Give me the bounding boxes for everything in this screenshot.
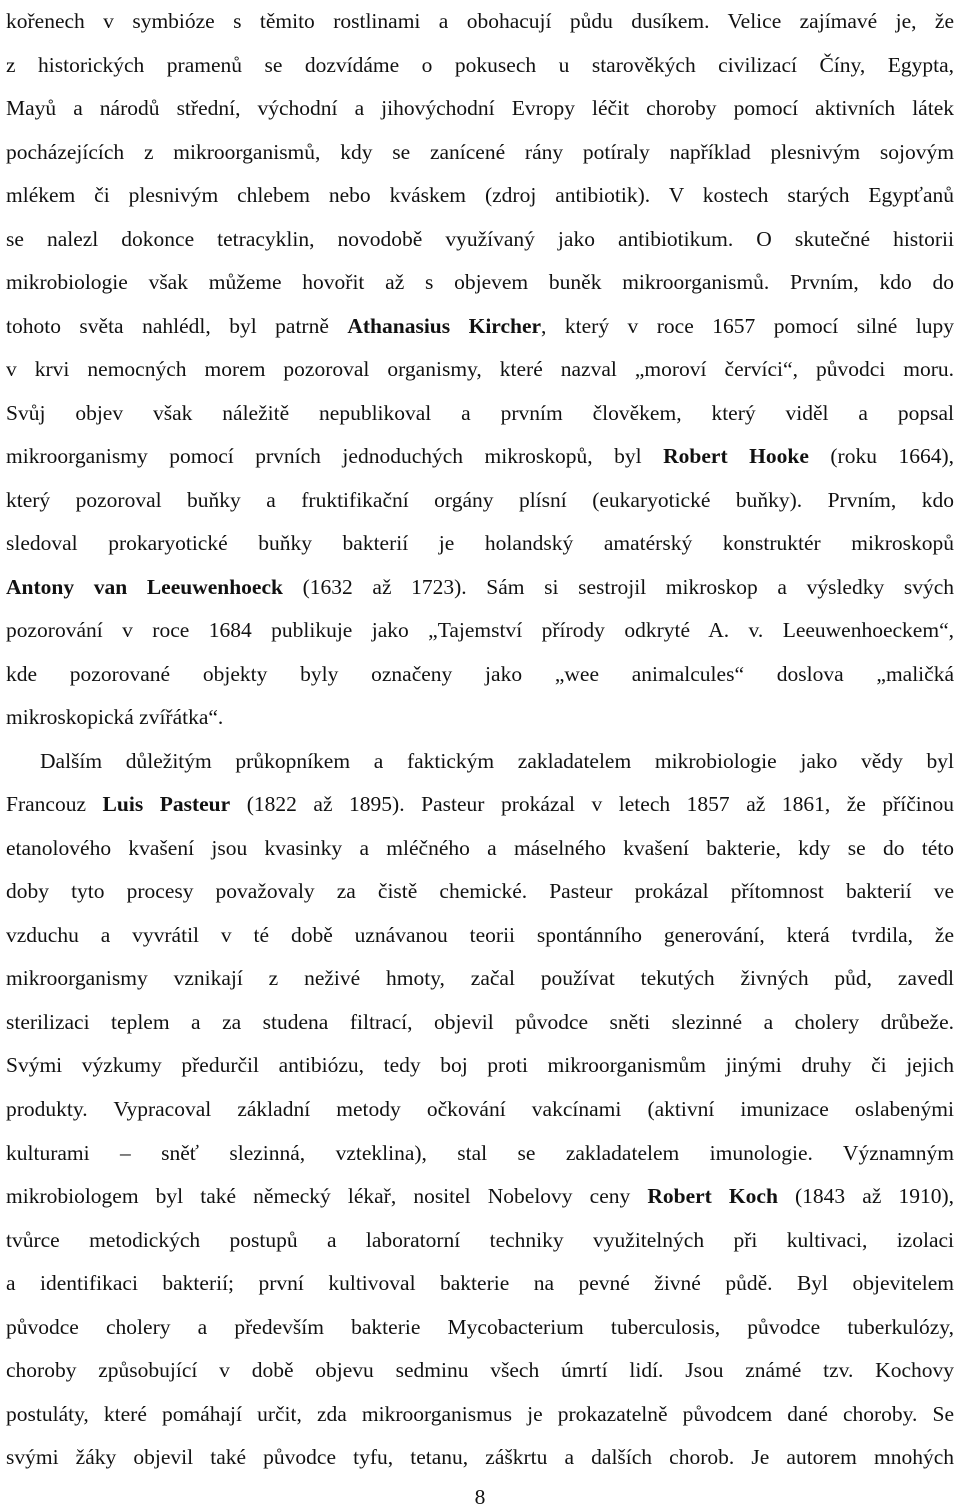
text-line bbox=[6, 696, 954, 740]
text-run: z historických pramenů se dozvídáme o pokusech u starověkých civilizací Číny, Egypta, bbox=[6, 52, 954, 77]
text-line bbox=[6, 305, 954, 349]
text-run: Svými výzkumy předurčil antibiózu, tedy boj proti mikroorganismům jinými druhy či jejich bbox=[6, 1053, 954, 1078]
text-line bbox=[6, 914, 954, 958]
text-line bbox=[6, 957, 954, 1001]
text-run: mikroskopická zvířátka“. bbox=[6, 705, 224, 730]
text-line bbox=[6, 435, 954, 479]
text-run: kulturami – sněť slezinná, vzteklina), stal se zakladatelem imunologie. Významným bbox=[6, 1140, 954, 1165]
text-line bbox=[6, 1436, 954, 1480]
text-line bbox=[6, 1088, 954, 1132]
bold-name: Robert Koch bbox=[647, 1184, 778, 1209]
text-line bbox=[6, 218, 954, 262]
text-line bbox=[6, 1349, 954, 1393]
text-line bbox=[6, 348, 954, 392]
text-line bbox=[6, 392, 954, 436]
text-line bbox=[6, 1132, 954, 1176]
text-run: Mayů a národů střední, východní a jihovýchodní Evropy léčit choroby pomocí aktivních látek bbox=[6, 96, 954, 121]
text-run: sterilizaci teplem a za studena filtrací, objevil původce sněti slezinné a cholery drůbeže. bbox=[6, 1009, 954, 1034]
text-run: vzduchu a vyvrátil v té době uznávanou teorii spontánního generování, která tvrdila, že bbox=[6, 922, 954, 947]
text-run: choroby způsobující v době objevu sedminu všech úmrtí lidí. Jsou známé tzv. Kochovy bbox=[6, 1358, 954, 1383]
text-run: Svůj objev však náležitě nepublikoval a prvním člověkem, který viděl a popsal bbox=[6, 400, 954, 425]
text-line bbox=[6, 740, 954, 784]
text-line bbox=[6, 783, 954, 827]
text-run: (1822 až 1895). Pasteur prokázal v letech 1857 až 1861, že příčinou bbox=[230, 792, 954, 817]
text-run: , který v roce 1657 pomocí silné lupy bbox=[541, 313, 954, 338]
text-run: etanolového kvašení jsou kvasinky a mléčného a máselného kvašení bakterie, kdy se do této bbox=[6, 835, 954, 860]
text-line bbox=[6, 261, 954, 305]
text-line bbox=[6, 44, 954, 88]
text-run: mikrobiologie však můžeme hovořit až s objevem buněk mikroorganismů. Prvním, kdo do bbox=[6, 270, 954, 295]
text-run: mlékem či plesnivým chlebem nebo kváskem (zdroj antibiotik). V kostech starých Egypťanů bbox=[6, 183, 954, 208]
text-run: v krvi nemocných morem pozoroval organismy, které nazval „moroví červíci“, původci moru. bbox=[6, 357, 954, 382]
text-run: doby tyto procesy považovaly za čistě chemické. Pasteur prokázal přítomnost bakterií ve bbox=[6, 879, 954, 904]
text-line bbox=[6, 609, 954, 653]
text-run: pozorování v roce 1684 publikuje jako „Tajemství přírody odkryté A. v. Leeuwenhoeckem“, bbox=[6, 618, 954, 643]
text-run: tvůrce metodických postupů a laboratorní techniky využitelných při kultivaci, izolaci bbox=[6, 1227, 954, 1252]
text-line bbox=[6, 87, 954, 131]
text-run: se nalezl dokonce tetracyklin, novodobě využívaný jako antibiotikum. O skutečné historii bbox=[6, 226, 954, 251]
bold-name: Antony van Leeuwenhoeck bbox=[6, 574, 283, 599]
text-run: kde pozorované objekty byly označeny jako „wee animalcules“ doslova „maličká bbox=[6, 661, 954, 686]
text-run: tohoto světa nahlédl, byl patrně bbox=[6, 313, 348, 338]
text-run: mikroorganismy pomocí prvních jednoduchých mikroskopů, byl bbox=[6, 444, 664, 469]
text-line bbox=[6, 1306, 954, 1350]
text-line bbox=[6, 1219, 954, 1263]
text-line bbox=[6, 566, 954, 610]
text-line bbox=[6, 174, 954, 218]
page-number: 8 bbox=[474, 1485, 486, 1509]
text-run: Dalším důležitým průkopníkem a faktickým zakladatelem mikrobiologie jako vědy byl bbox=[40, 748, 954, 773]
text-run: sledoval prokaryotické buňky bakterií je holandský amatérský konstruktér mikroskopů bbox=[6, 531, 954, 556]
text-line bbox=[6, 1175, 954, 1219]
text-line bbox=[6, 827, 954, 871]
text-run: postuláty, které pomáhají určit, zda mikroorganismus je prokazatelně původcem dané choroby. Se bbox=[6, 1401, 954, 1426]
text-run: (roku 1664), bbox=[808, 444, 954, 469]
text-line bbox=[6, 131, 954, 175]
text-run: Francouz bbox=[6, 792, 103, 817]
text-run: (1632 až 1723). Sám si sestrojil mikroskop a výsledky svých bbox=[282, 574, 954, 599]
text-run: který pozoroval buňky a fruktifikační orgány plísní (eukaryotické buňky). Prvním, kdo bbox=[6, 487, 954, 512]
bold-name: Robert Hooke bbox=[663, 444, 809, 469]
text-line bbox=[6, 870, 954, 914]
text-run: svými žáky objevil také původce tyfu, tetanu, záškrtu a dalších chorob. Je autorem mnohých bbox=[6, 1445, 954, 1470]
text-line bbox=[6, 1044, 954, 1088]
text-line bbox=[6, 1262, 954, 1306]
text-run: mikrobiologem byl také německý lékař, nositel Nobelovy ceny bbox=[6, 1184, 648, 1209]
text-run: a identifikaci bakterií; první kultivoval bakterie na pevné živné půdě. Byl objevitelem bbox=[6, 1271, 954, 1296]
text-line bbox=[6, 1001, 954, 1045]
bold-name: Athanasius Kircher bbox=[347, 313, 542, 338]
bold-name: Luis Pasteur bbox=[102, 792, 231, 817]
text-run: pocházejících z mikroorganismů, kdy se zanícené rány potíraly například plesnivým sojovým bbox=[6, 139, 954, 164]
text-run: kořenech v symbióze s těmito rostlinami a obohacují půdu dusíkem. Velice zajímavé je, že bbox=[6, 9, 954, 33]
text-line bbox=[6, 522, 954, 566]
text-run: produkty. Vypracoval základní metody očkování vakcínami (aktivní imunizace oslabenými bbox=[6, 1097, 954, 1121]
text-run: (1843 až 1910), bbox=[777, 1184, 954, 1209]
text-run: původce cholery a především bakterie Mycobacterium tuberculosis, původce tuberkulózy, bbox=[6, 1314, 954, 1339]
text-line bbox=[6, 479, 954, 523]
text-run: mikroorganismy vznikají z neživé hmoty, začal používat tekutých živných půd, zavedl bbox=[6, 966, 954, 991]
text-line bbox=[6, 1393, 954, 1437]
text-line bbox=[6, 653, 954, 697]
text-line bbox=[6, 0, 954, 44]
